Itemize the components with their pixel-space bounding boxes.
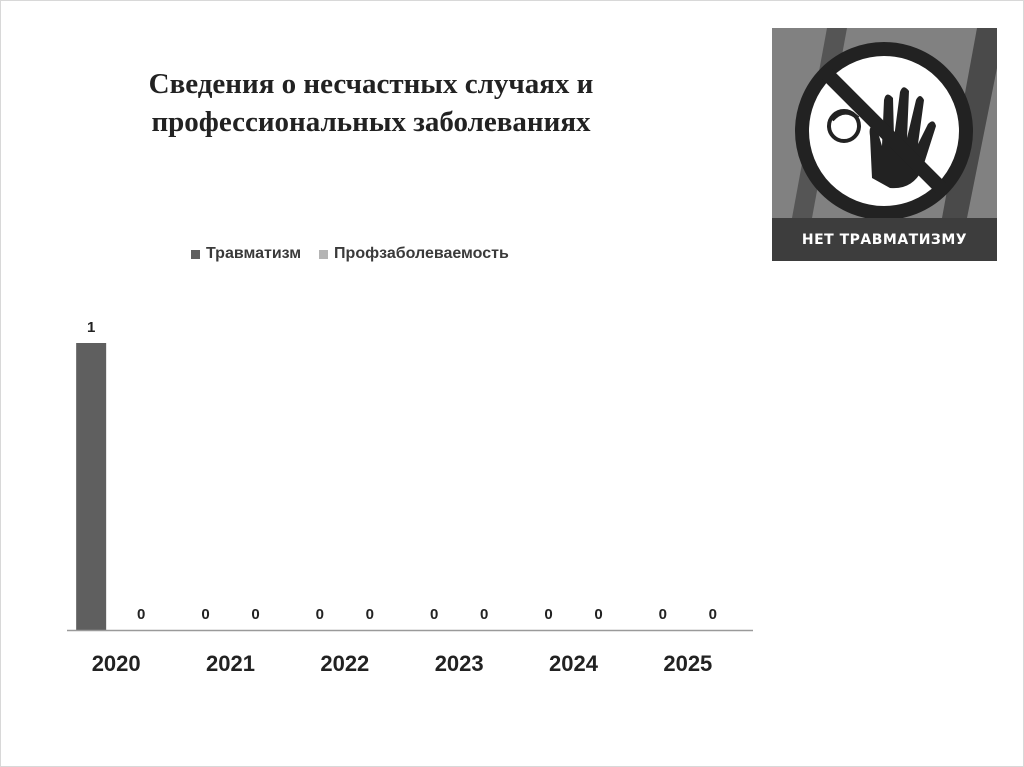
sign-label: НЕТ ТРАВМАТИЗМУ — [801, 231, 968, 248]
data-label-series-1-2024: 0 — [544, 606, 553, 623]
legend-label-series-1: Травматизм — [206, 245, 302, 262]
x-tick-label-2025: 2025 — [663, 651, 713, 676]
x-tick-label-2023: 2023 — [434, 651, 484, 676]
data-label-series-2-2024: 0 — [594, 606, 603, 623]
data-label-series-1-2023: 0 — [429, 606, 439, 623]
bar-series-1-2020 — [76, 343, 106, 630]
data-label-series-2-2021: 0 — [251, 606, 260, 623]
x-tick-label-2022: 2022 — [320, 651, 370, 676]
slide-title-line-1: Сведения о несчастных случаях и — [148, 68, 594, 100]
legend-label-series-2: Профзаболеваемость — [334, 245, 509, 262]
x-tick-label-2024: 2024 — [549, 651, 598, 676]
data-label-series-2-2022: 0 — [365, 606, 375, 623]
data-label-series-1-2021: 0 — [201, 606, 210, 623]
x-tick-label-2020: 2020 — [91, 651, 141, 676]
data-label-series-2-2020: 0 — [136, 606, 146, 623]
x-tick-label-2021: 2021 — [206, 651, 255, 676]
data-label-series-2-2023: 0 — [479, 606, 489, 623]
data-label-series-1-2025: 0 — [658, 606, 668, 623]
bar-chart — [1, 1, 1023, 766]
slide-title-line-2: профессиональных заболеваниях — [151, 106, 591, 138]
data-label-series-1-2020: 1 — [86, 319, 96, 336]
data-label-series-1-2022: 0 — [315, 606, 325, 623]
data-label-series-2-2025: 0 — [708, 606, 718, 623]
